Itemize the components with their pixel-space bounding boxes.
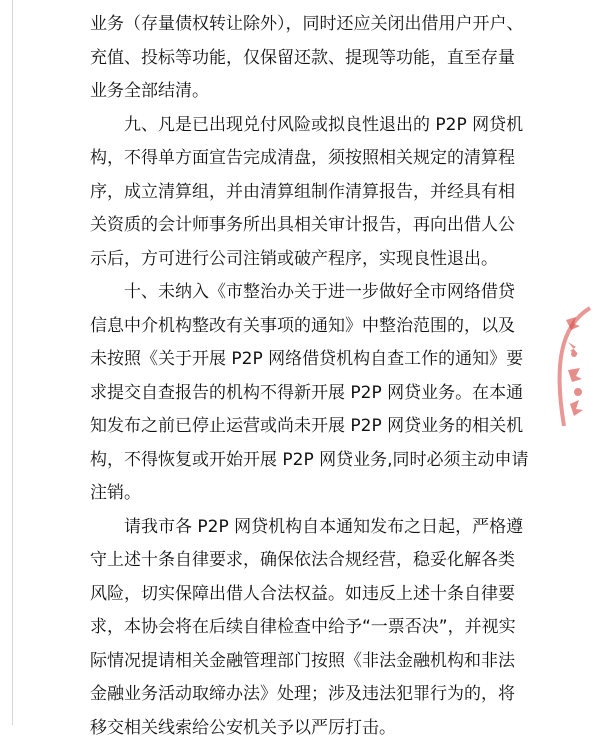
text-line: 知发布之前已停止运营或尚未开展 P2P 网贷业务的相关机	[90, 410, 530, 444]
text-line: 十、未纳入《市整治办关于进一步做好全市网络借贷	[90, 276, 530, 310]
text-line: 移交相关线索给公安机关予以严厉打击。	[90, 712, 530, 745]
page-left-border	[12, 0, 13, 725]
seal-mark	[574, 388, 582, 396]
seal-mark	[571, 351, 577, 357]
text-line: 金融业务活动取缔办法》处理；涉及违法犯罪行为的，将	[90, 678, 530, 712]
text-line: 未按照《关于开展 P2P 网络借贷机构自查工作的通知》要	[90, 343, 530, 377]
text-line: 求提交自查报告的机构不得新开展 P2P 网贷业务。在本通	[90, 377, 530, 411]
seal-mark	[570, 400, 583, 416]
text-line: 业务（存量债权转让除外），同时还应关闭出借用户开户、	[90, 8, 530, 42]
text-line: 充值、投标等功能，仅保留还款、提现等功能，直至存量	[90, 42, 530, 76]
document-body	[90, 8, 530, 745]
text-line: 构，不得单方面宣告完成清盘，须按照相关规定的清算程	[90, 142, 530, 176]
text-line: 守上述十条自律要求，确保依法合规经营，稳妥化解各类	[90, 544, 530, 578]
seal-mark	[568, 368, 582, 382]
text-line: 求，本协会将在后续自律检查中给予“一票否决”，并视实	[90, 611, 530, 645]
text-line: 际情况提请相关金融管理部门按照《非法金融机构和非法	[90, 645, 530, 679]
text-line: 关资质的会计师事务所出具相关审计报告，再向出借人公	[90, 209, 530, 243]
text-line: 业务全部结清。	[90, 75, 530, 109]
text-line: 请我市各 P2P 网贷机构自本通知发布之日起，严格遵	[90, 511, 530, 545]
text-line: 序，成立清算组，并由清算组制作清算报告，并经具有相	[90, 176, 530, 210]
red-seal-stamp	[548, 302, 600, 432]
text-line: 风险，切实保障出借人合法权益。如违反上述十条自律要	[90, 578, 530, 612]
text-line: 示后，方可进行公司注销或破产程序，实现良性退出。	[90, 243, 530, 277]
text-line: 注销。	[90, 477, 530, 511]
text-line: 信息中介机构整改有关事项的通知》中整治范围的，以及	[90, 310, 530, 344]
text-line: 构，不得恢复或开始开展 P2P 网贷业务,同时必须主动申请	[90, 444, 530, 478]
text-line: 九、凡是已出现兑付风险或拟良性退出的 P2P 网贷机	[90, 109, 530, 143]
